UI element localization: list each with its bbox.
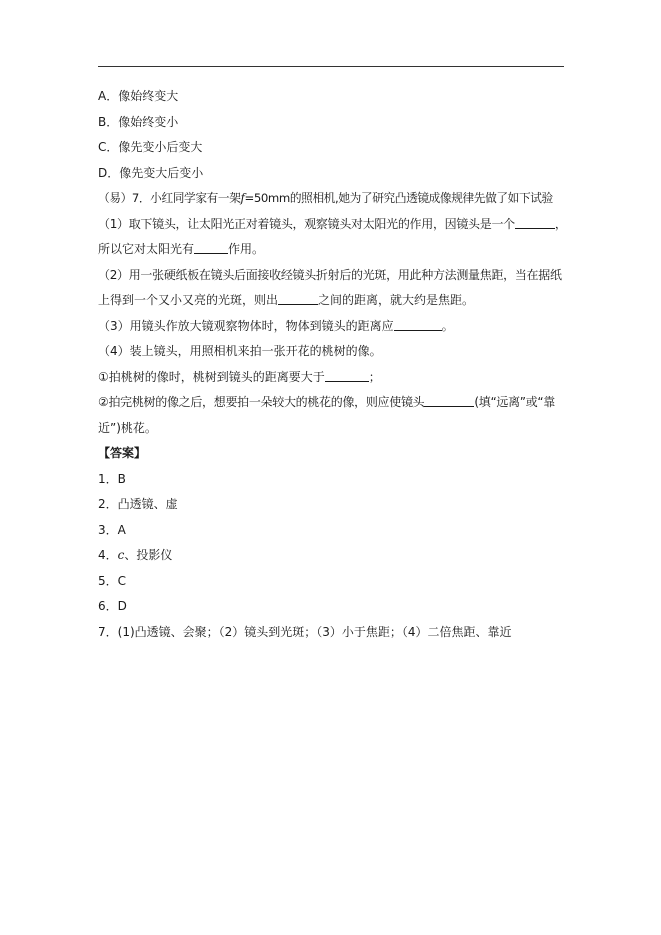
focal-symbol: f — [240, 191, 245, 205]
part-2-end: 之间的距离，就大约是焦距。 — [318, 293, 475, 307]
option-b: B．像始终变小 — [98, 114, 179, 129]
answer-4 — [98, 543, 564, 569]
part-3-end: 。 — [441, 318, 454, 333]
answer-blank[interactable] — [194, 240, 228, 254]
option-d: D．像先变大后变小 — [98, 165, 204, 180]
part-1-text-2: 所以它对太阳光有 — [98, 242, 195, 256]
part-2-text: 上得到一个又小又亮的光斑，则出 — [98, 293, 279, 307]
question-7-sub-2-line-2: 近”)桃花。 — [98, 420, 157, 435]
answer-2: 2．凸透镜、虚 — [98, 497, 178, 511]
answer-heading: 【答案】 — [98, 446, 147, 460]
part-1-text: （1）取下镜头，让太阳光正对着镜头，观察镜头对太阳光的作用，因镜头是一个 — [98, 216, 515, 231]
answer-7: 7．(1)凸透镜、会聚；（2）镜头到光斑；（3）小于焦距；（4）二倍焦距、靠近 — [98, 624, 512, 639]
part-1-end: ， — [554, 216, 567, 231]
question-7-part-3 — [98, 314, 564, 340]
question-7-part-2-line-1: （2）用一张硬纸板在镜头后面接收经镜头折射后的光斑，用此种方法测量焦距，当在据纸 — [98, 267, 562, 282]
question-7-sub-1 — [98, 365, 564, 391]
sub-2-end: (填“远离”或“靠 — [474, 395, 556, 409]
sub-1-end: ； — [368, 369, 381, 384]
sub-2-text: ②拍完桃树的像之后，想要拍一朵较大的桃花的像，则应使镜头 — [98, 395, 425, 409]
question-7-intro — [98, 186, 564, 212]
document-body — [98, 84, 567, 645]
question-7-sub-2-line-1 — [98, 390, 564, 416]
answer-blank[interactable] — [394, 317, 442, 331]
answer-3: 3．A — [98, 522, 126, 537]
focal-value: =50mm — [244, 191, 290, 205]
question-7-part-2-line-2 — [98, 288, 564, 314]
option-a: A．像始终变大 — [98, 89, 179, 103]
answer-1: 1．B — [98, 471, 126, 486]
question-7-intro-tail: 的照相机,她为了研究凸透镜成像规律先做了如下试验 — [289, 191, 553, 205]
answer-blank[interactable] — [515, 215, 555, 229]
answer-4-variable: c — [117, 548, 125, 562]
answer-blank[interactable] — [424, 393, 474, 407]
answer-5: 5．C — [98, 573, 127, 588]
answer-blank[interactable] — [278, 291, 318, 305]
answer-4-number: 4． — [98, 548, 118, 562]
answer-6: 6．D — [98, 599, 127, 613]
question-7-intro-text: （易）7．小红同学家有一架 — [98, 191, 241, 205]
answer-4-rest: 、投影仪 — [124, 548, 173, 562]
answer-blank[interactable] — [325, 368, 369, 382]
header-rule — [98, 66, 564, 67]
question-7-part-1-line-2 — [98, 237, 564, 263]
part-3-text: （3）用镜头作放大镜观察物体时，物体到镜头的距离应 — [98, 318, 394, 333]
part-1-end-2: 作用。 — [228, 242, 265, 256]
option-c: C．像先变小后变大 — [98, 140, 203, 154]
sub-1-text: ①拍桃树的像时，桃树到镜头的距离要大于 — [98, 369, 325, 384]
question-7-part-1-line-1 — [98, 212, 567, 238]
question-7-part-4: （4）装上镜头，用照相机来拍一张开花的桃树的像。 — [98, 344, 382, 358]
